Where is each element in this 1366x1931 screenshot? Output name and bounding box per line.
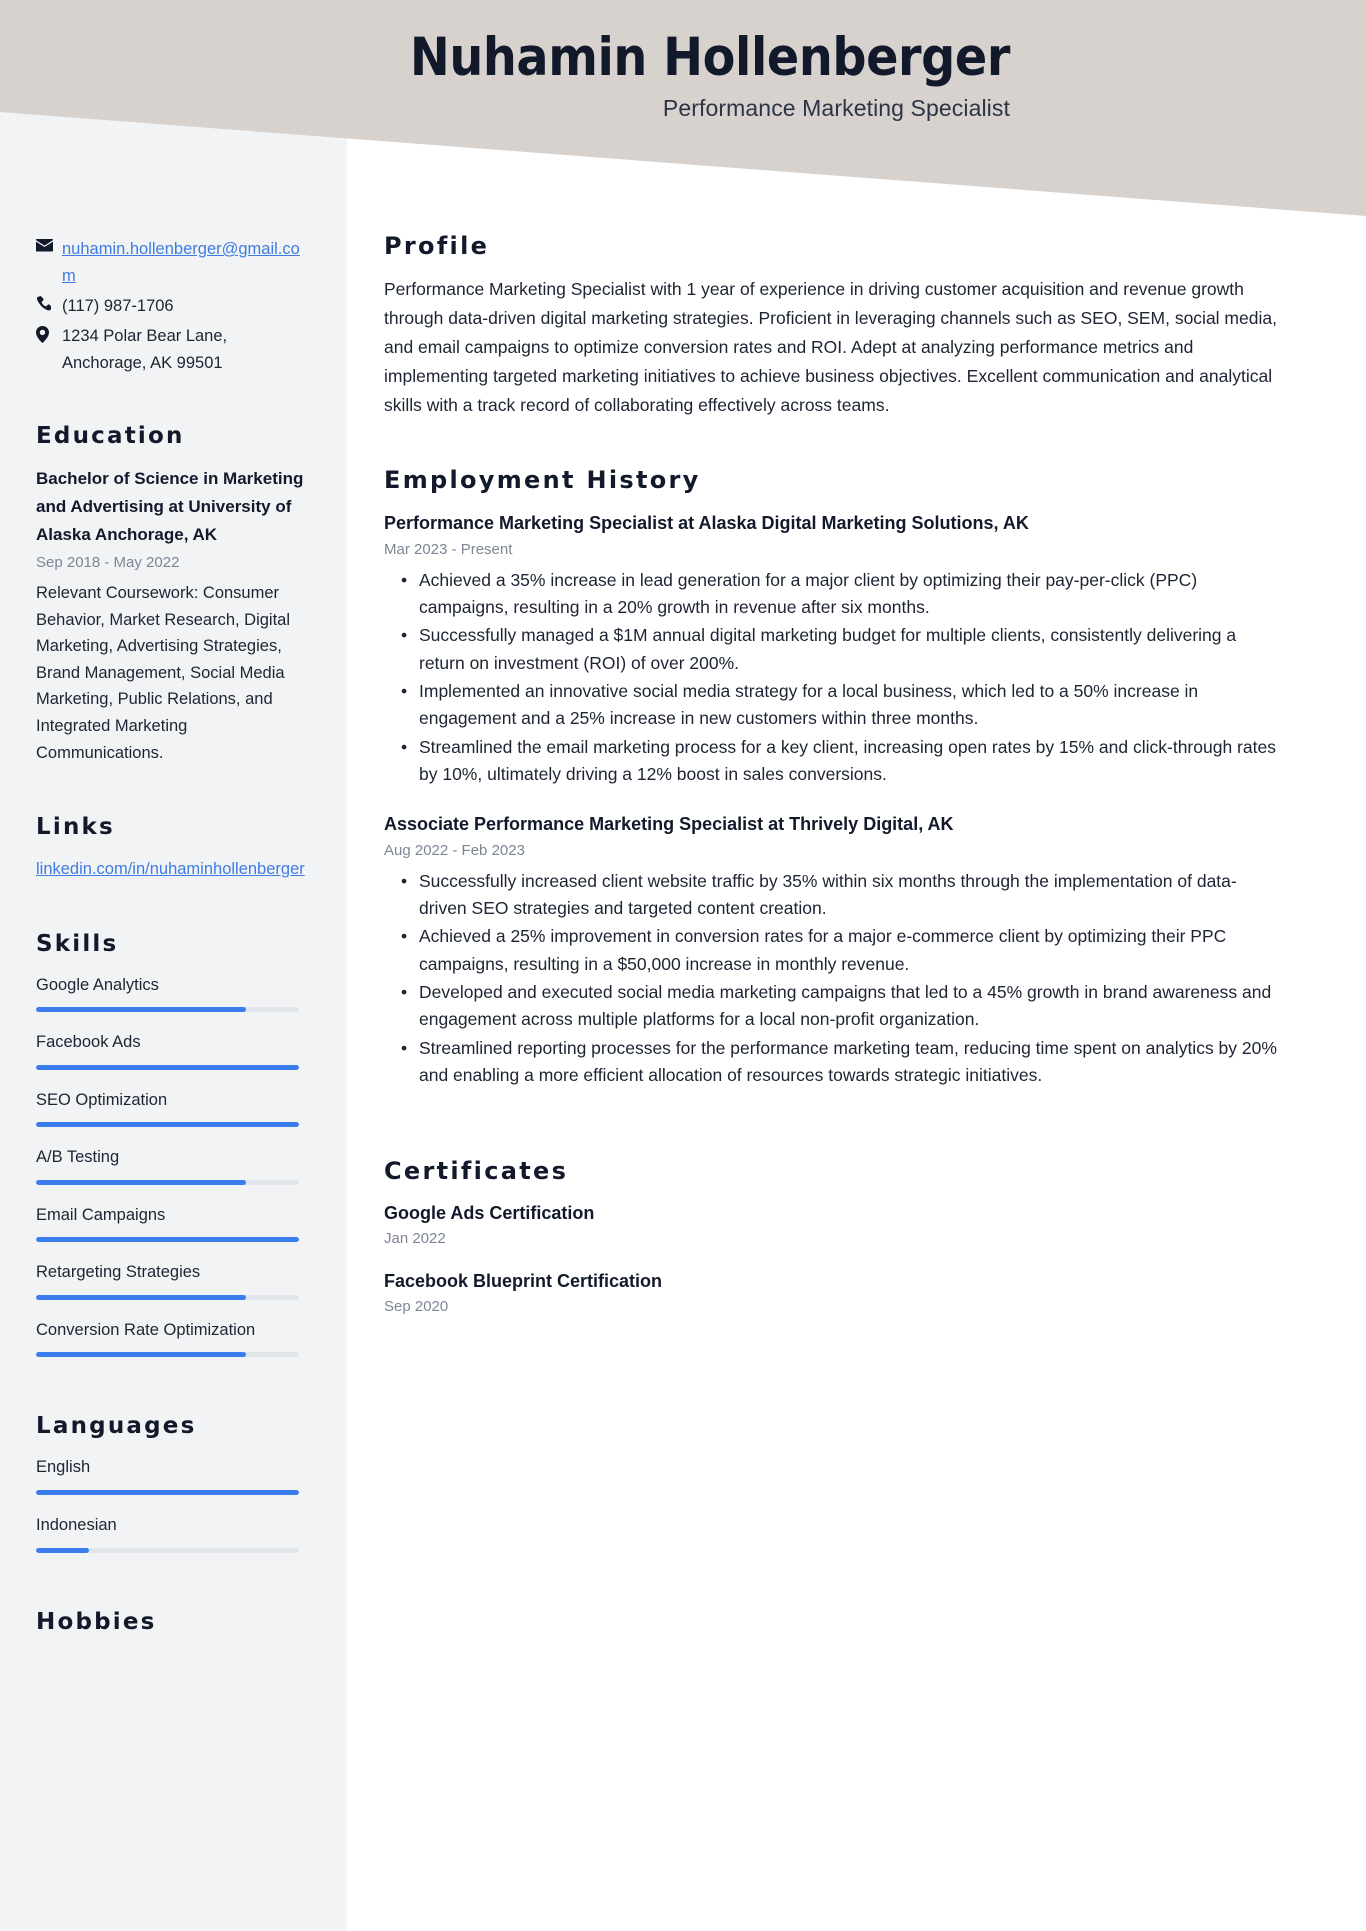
skill-bar-fill — [36, 1122, 299, 1127]
education-description: Relevant Coursework: Consumer Behavior, Market Research, Digital Marketing, Advertising Strategies, Brand Management, Social Media Marketing, Public Relations, and Integrated Marketing Communications. — [36, 584, 291, 762]
jobs-list — [384, 509, 1284, 1089]
job-title: Performance Marketing Specialist at Alaska Digital Marketing Solutions, AK — [384, 513, 1029, 534]
skills-list — [36, 973, 313, 1358]
skill-item — [36, 1260, 313, 1300]
education-degree: Bachelor of Science in Marketing and Advertising at University of Alaska Anchorage, AK — [36, 468, 304, 545]
page-title: Nuhamin Hollenberger — [409, 27, 1010, 88]
job-title: Associate Performance Marketing Specialist at Thrively Digital, AK — [384, 814, 954, 835]
job-subtitle: Performance Marketing Specialist — [662, 94, 1010, 121]
certificate-title: Facebook Blueprint Certification — [384, 1270, 663, 1291]
location-pin-icon — [36, 323, 62, 343]
language-item — [36, 1455, 313, 1495]
skill-bar-track — [36, 1065, 299, 1070]
certificate-entry — [384, 1268, 1284, 1319]
certificate-title: Google Ads Certification — [384, 1203, 595, 1224]
skill-label: Conversion Rate Optimization — [36, 1320, 256, 1339]
skills-heading: Skills — [36, 930, 119, 957]
skill-bar-fill — [36, 1352, 246, 1357]
certificate-date: Sep 2020 — [384, 1297, 449, 1315]
profile-text: Performance Marketing Specialist with 1 year of experience in driving customer acquisition and revenue growth through data-driven digital marketing strategies. Proficient in leveraging channels such as SEO, SEM, social media, and email campaigns to optimize conversion rates and ROI. Adept at analyzing performance metrics and implementing targeted marketing initiatives to achieve business objectives. Excellent communication and analytical skills with a track record of collaborating effectively across teams. — [384, 279, 1277, 416]
language-label: English — [36, 1458, 91, 1477]
language-item — [36, 1513, 313, 1553]
phone-icon — [36, 293, 62, 311]
language-label: Indonesian — [36, 1516, 117, 1535]
spacer — [384, 1111, 1284, 1157]
job-bullet: • Streamlined the email marketing process for a key client, increasing open rates by 15% and click-through rates by 10%, ultimately driving a 12% boost in sales conversions. — [384, 734, 1284, 789]
job-bullet: • Achieved a 25% improvement in conversion rates for a major e-commerce client by optimizing their PPC campaigns, resulting in a $50,000 increase in monthly revenue. — [384, 923, 1284, 978]
skills-section — [36, 931, 313, 1358]
spacer — [36, 1571, 313, 1609]
certificate-date: Jan 2022 — [384, 1230, 446, 1248]
education-section — [36, 423, 313, 767]
hobbies-heading: Hobbies — [36, 1608, 157, 1635]
education-date: Sep 2018 - May 2022 — [36, 553, 180, 571]
links-section — [36, 814, 313, 882]
skill-item — [36, 1318, 313, 1358]
job-bullet: • Achieved a 35% increase in lead generation for a major client by optimizing their pay-per-click (PPC) campaigns, resulting in a 20% growth in revenue after six months. — [384, 567, 1284, 622]
skill-bar-track — [36, 1352, 299, 1357]
skill-label: Email Campaigns — [36, 1205, 166, 1224]
employment-section — [384, 466, 1284, 1089]
skill-bar-track — [36, 1007, 299, 1012]
contact-row-email — [36, 236, 313, 290]
hobbies-section — [36, 1609, 313, 1635]
contact-row-address — [36, 323, 313, 377]
skill-bar-fill — [36, 1065, 299, 1070]
languages-list — [36, 1455, 313, 1552]
skill-item — [36, 1088, 313, 1128]
skill-label: Google Analytics — [36, 975, 159, 994]
job-bullet: • Successfully managed a $1M annual digital marketing budget for multiple clients, consistently delivering a return on investment (ROI) of over 200%. — [384, 622, 1284, 677]
skill-bar-fill — [36, 1007, 246, 1012]
skill-label: Facebook Ads — [36, 1033, 141, 1052]
skill-bar-track — [36, 1180, 299, 1185]
education-heading: Education — [36, 422, 185, 449]
language-bar-fill — [36, 1548, 89, 1553]
profile-heading: Profile — [384, 232, 490, 260]
skill-bar-track — [36, 1295, 299, 1300]
spacer — [384, 420, 1284, 466]
email-link[interactable]: nuhamin.hollenberger@gmail.com — [62, 240, 300, 285]
job-bullet: • Successfully increased client website traffic by 35% within six months through the implementation of data-driven SEO strategies and targeted content creation. — [384, 868, 1284, 923]
contact-row-phone — [36, 293, 313, 320]
job-bullet-list — [384, 868, 1284, 1089]
job-entry — [384, 509, 1284, 788]
skill-label: SEO Optimization — [36, 1090, 168, 1109]
skill-label: A/B Testing — [36, 1148, 120, 1167]
skill-label: Retargeting Strategies — [36, 1263, 201, 1282]
languages-section — [36, 1413, 313, 1552]
job-bullet: • Streamlined reporting processes for the performance marketing team, reducing time spent on analytics by 20% and enabling a more efficient allocation of resources towards strategic initiatives. — [384, 1035, 1284, 1090]
spacer — [36, 766, 313, 814]
address-line-1: 1234 Polar Bear Lane, — [62, 326, 228, 345]
language-bar-track — [36, 1490, 299, 1495]
phone-text: (117) 987-1706 — [62, 296, 174, 315]
skill-item — [36, 1203, 313, 1243]
job-date: Aug 2022 - Feb 2023 — [384, 842, 525, 860]
profile-section — [384, 232, 1284, 420]
address-text — [62, 323, 227, 377]
skill-bar-track — [36, 1122, 299, 1127]
certificates-heading: Certificates — [384, 1157, 569, 1186]
contact-list — [36, 236, 313, 377]
skill-bar-fill — [36, 1180, 246, 1185]
certificate-entry — [384, 1200, 1284, 1251]
skill-item — [36, 1145, 313, 1185]
skill-bar-fill — [36, 1295, 246, 1300]
links-heading: Links — [36, 814, 115, 841]
sidebar — [0, 0, 347, 1931]
spacer — [36, 1375, 313, 1413]
job-entry — [384, 810, 1284, 1089]
language-bar-fill — [36, 1490, 299, 1495]
envelope-icon — [36, 236, 62, 252]
skill-bar-fill — [36, 1237, 299, 1242]
language-bar-track — [36, 1548, 299, 1553]
skill-item — [36, 973, 313, 1013]
certificates-section — [384, 1157, 1284, 1318]
certificates-list — [384, 1200, 1284, 1318]
address-line-2: Anchorage, AK 99501 — [62, 353, 223, 372]
languages-heading: Languages — [36, 1413, 197, 1440]
employment-heading: Employment History — [384, 466, 701, 495]
job-date: Mar 2023 - Present — [384, 541, 513, 559]
spacer — [36, 883, 313, 931]
job-bullet-list — [384, 567, 1284, 788]
skill-item — [36, 1030, 313, 1070]
job-bullet: • Developed and executed social media marketing campaigns that led to a 45% growth in brand awareness and engagement across multiple platforms for a local non-profit organization. — [384, 979, 1284, 1034]
linkedin-link[interactable]: linkedin.com/in/nuhaminhollenberger — [36, 860, 305, 879]
job-bullet: • Implemented an innovative social media strategy for a local business, which led to a 50% increase in engagement and a 25% increase in new customers within three months. — [384, 678, 1284, 733]
skill-bar-track — [36, 1237, 299, 1242]
